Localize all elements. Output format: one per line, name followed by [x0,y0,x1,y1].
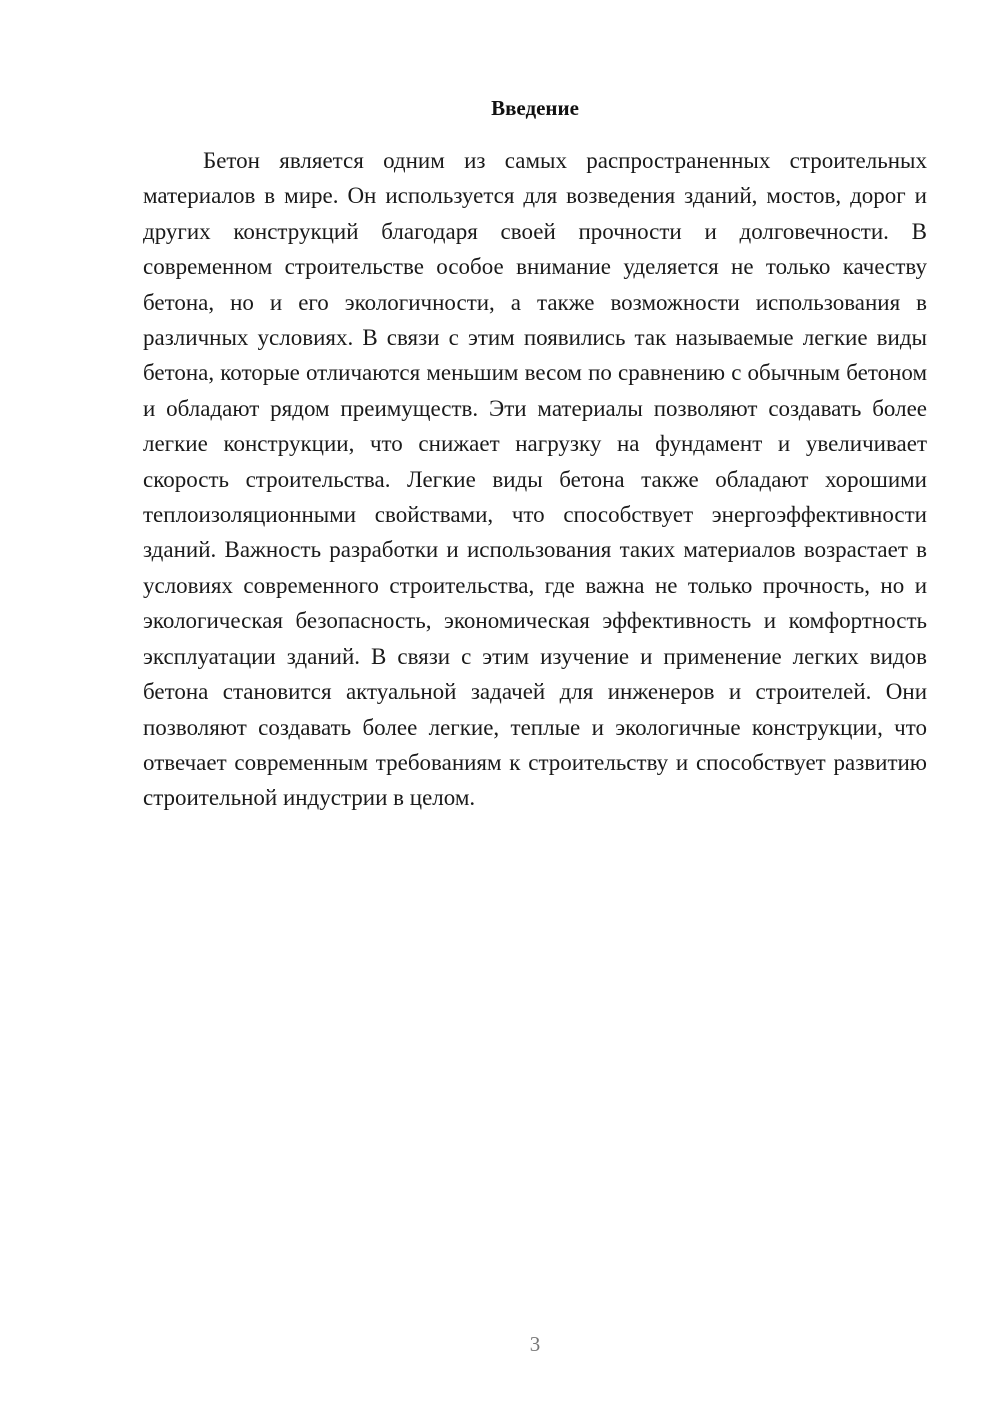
page-number: 3 [529,1332,541,1356]
intro-paragraph: Бетон является одним из самых распространенных строительных материалов в мире. Он используется для возведения зданий, мостов, дорог и других конструкций благодаря своей прочности и долговечности. В современном строительстве особое внимание уделяется не только качеству бетона, но и его экологичности, а также возможности использования в различных условиях. В связи с этим появились так называемые легкие виды бетона, которые отличаются меньшим весом по сравнению с обычным бетоном и обладают рядом преимуществ. Эти материалы позволяют создавать более легкие конструкции, что снижает нагрузку на фундамент и увеличивает скорость строительства. Легкие виды бетона также обладают хорошими теплоизоляционными свойствами, что способствует энергоэффективности зданий. Важность разработки и использования таких материалов возрастает в условиях современного строительства, где важна не только прочность, но и экологическая безопасность, экономическая эффективность и комфортность эксплуатации зданий. В связи с этим изучение и применение легких видов бетона становится актуальной задачей для инженеров и строителей. Они позволяют создавать более легкие, теплые и экологичные конструкции, что отвечает современным требованиям к строительству и способствует развитию строительной индустрии в целом. [143,148,927,811]
section-heading: Введение [491,96,579,120]
